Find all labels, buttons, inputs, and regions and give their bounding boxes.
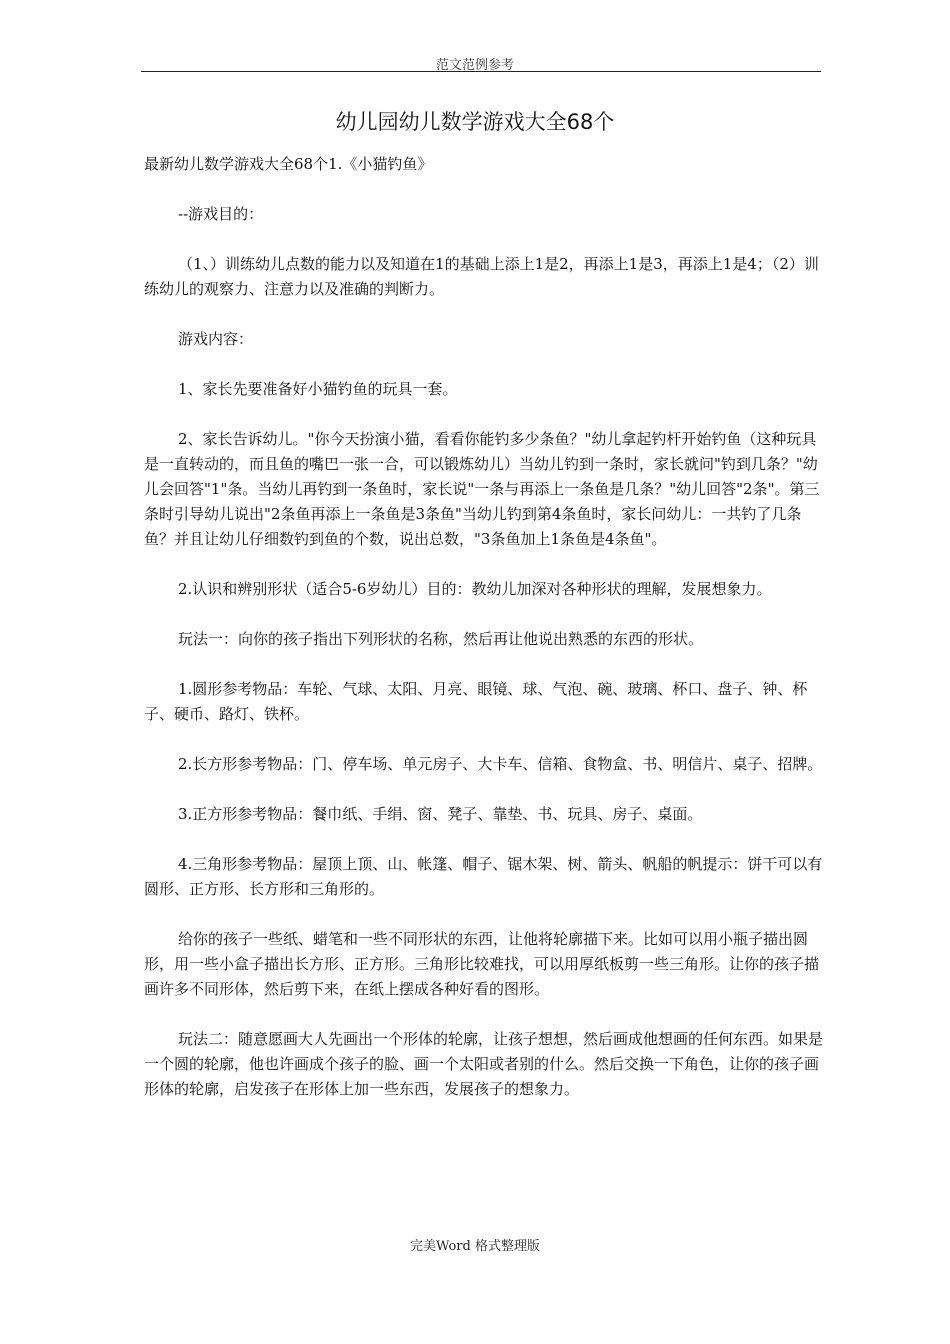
section-heading-content: 游戏内容：: [178, 330, 254, 348]
paragraph: 玩法二：随意愿画大人先画出一个形体的轮廓，让孩子想想，然后画成他想画的任何东西。如果是一个圆的轮廓，他也许画成个孩子的脸、画一个太阳或者别的什么。然后交换一下角色，让你的孩子画形体的轮廓，启发孩子在形体上加一些东西，发展孩子的想象力。: [144, 1030, 824, 1098]
document-body: [144, 152, 828, 1127]
paragraph: 4.三角形参考物品：屋顶上顶、山、帐篷、帽子、锯木架、树、箭头、帆船的帆提示：饼干可以有圆形、正方形、长方形和三角形的。: [144, 855, 823, 898]
intro-line: 最新幼儿数学游戏大全68个1.《小猫钓鱼》: [144, 155, 433, 173]
paragraph: 玩法一：向你的孩子指出下列形状的名称，然后再让他说出熟悉的东西的形状。: [178, 630, 704, 648]
paragraph: 2.长方形参考物品：门、停车场、单元房子、大卡车、信箱、食物盒、书、明信片、桌子、招牌。: [178, 755, 823, 773]
section-heading-goal: --游戏目的：: [178, 205, 264, 223]
paragraph: 给你的孩子一些纸、蜡笔和一些不同形状的东西，让他将轮廓描下来。比如可以用小瓶子描出圆形，用一些小盒子描出长方形、正方形。三角形比较难找，可以用厚纸板剪一些三角形。让你的孩子描画许多不同形体，然后剪下来，在纸上摆成各种好看的图形。: [144, 930, 820, 998]
page-footer: 完美Word 格式整理版: [410, 1239, 540, 1254]
header-divider: [141, 71, 821, 72]
document-title: 幼儿园幼儿数学游戏大全68个: [335, 110, 615, 134]
paragraph: 2.认识和辨别形状（适合5-6岁幼儿）目的：教幼儿加深对各种形状的理解，发展想象力。: [178, 580, 772, 598]
paragraph: （1、）训练幼儿点数的能力以及知道在1的基础上添上1是2，再添上1是3，再添上1是4；（2）训练幼儿的观察力、注意力以及准确的判断力。: [144, 255, 819, 298]
paragraph: 1、家长先要准备好小猫钓鱼的玩具一套。: [178, 380, 458, 398]
paragraph: 2、家长告诉幼儿。"你今天扮演小猫，看看你能钓多少条鱼？"幼儿拿起钓杆开始钓鱼（这种玩具是一直转动的，而且鱼的嘴巴一张一合，可以锻炼幼儿）当幼儿钓到一条时，家长就问"钓到几条？"幼儿会回答"1"条。当幼儿再钓到一条鱼时，家长说"一条与再添上一条鱼是几条？"幼儿回答"2条"。第三条时引导幼儿说出"2条鱼再添上一条鱼是3条鱼"当幼儿钓到第4条鱼时，家长问幼儿：一共钓了几条鱼？并且让幼儿仔细数钓到鱼的个数，说出总数，"3条鱼加上1条鱼是4条鱼"。: [144, 430, 820, 548]
page-header: 范文范例参考: [435, 58, 514, 73]
paragraph: 1.圆形参考物品：车轮、气球、太阳、月亮、眼镜、球、气泡、碗、玻璃、杯口、盘子、钟、杯子、硬币、路灯、铁杯。: [144, 680, 808, 723]
paragraph: 3.正方形参考物品：餐巾纸、手绢、窗、凳子、靠垫、书、玩具、房子、桌面。: [178, 805, 703, 823]
